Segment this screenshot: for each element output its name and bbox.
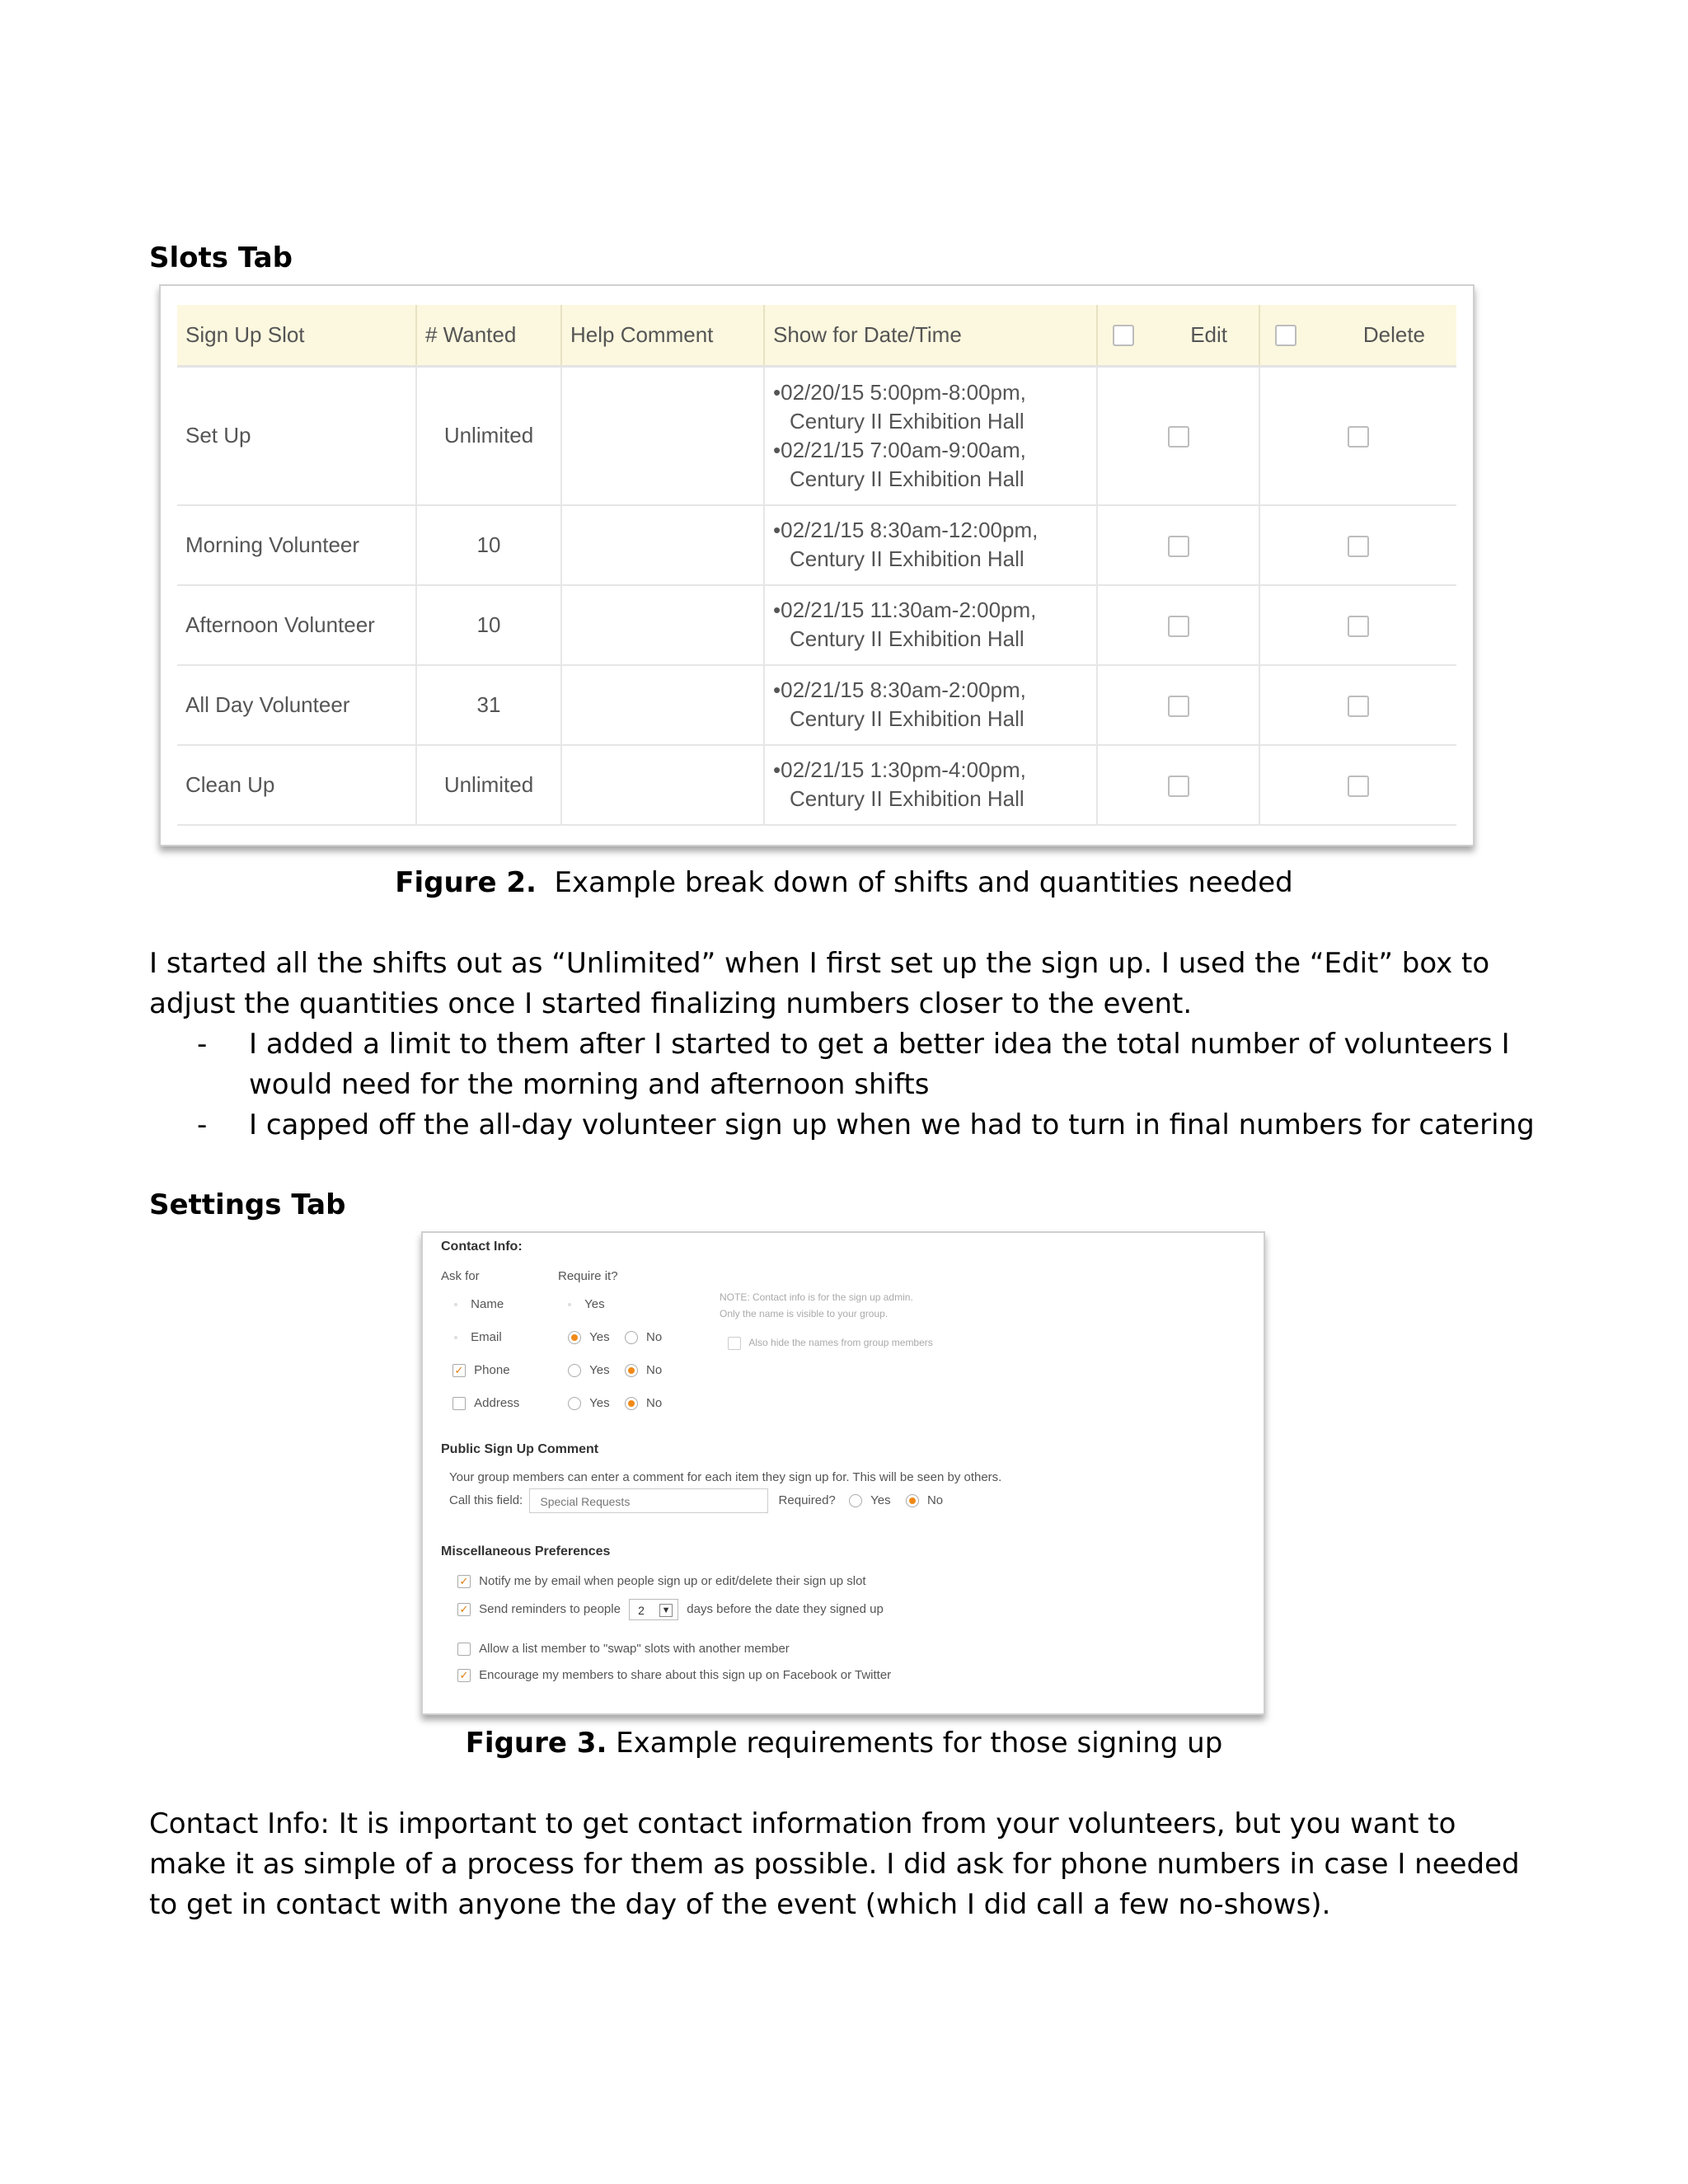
yes-label: Yes [870, 1493, 891, 1507]
remind-checkbox[interactable]: ✓ [457, 1603, 471, 1616]
misc-preferences-title: Miscellaneous Preferences [441, 1544, 611, 1558]
edit-checkbox[interactable] [1168, 616, 1189, 637]
swap-checkbox[interactable] [457, 1643, 471, 1656]
paragraph-unlimited: I started all the shifts out as “Unlimited” when I first set up the sign up. I used the “Edit” box to adjust the quantities once I started finalizing numbers closer to the event. [149, 947, 1490, 1020]
delete-checkbox[interactable] [1348, 696, 1369, 717]
contact-note-line2: Only the name is visible to your group. [720, 1308, 889, 1319]
phone-checkbox[interactable]: ✓ [452, 1364, 466, 1377]
pref-swap-row [457, 1642, 790, 1656]
time-range: 02/21/15 1:30pm-4:00pm, [781, 757, 1026, 782]
list-item [149, 1024, 1550, 1105]
pref-share-row [457, 1668, 891, 1682]
slot-wanted: 31 [416, 665, 561, 745]
slot-wanted: Unlimited [416, 745, 561, 825]
figure-2-caption [0, 866, 1688, 899]
phone-require-yes-radio[interactable] [568, 1364, 581, 1377]
time-range: 02/21/15 11:30am-2:00pm, [781, 598, 1037, 622]
slot-wanted: 10 [416, 505, 561, 585]
ask-email-row [454, 1330, 502, 1344]
require-name-row [568, 1297, 605, 1311]
ask-name-row [454, 1297, 504, 1311]
delete-checkbox[interactable] [1348, 426, 1369, 448]
delete-checkbox[interactable] [1348, 536, 1369, 557]
table-row [177, 585, 1456, 665]
pref-remind-row [457, 1599, 884, 1620]
slot-times [764, 505, 1097, 585]
time-location: Century II Exhibition Hall [790, 786, 1025, 811]
table-row [177, 367, 1456, 505]
header-wanted: # Wanted [416, 305, 561, 367]
comment-required-yes-radio[interactable] [849, 1494, 862, 1507]
slot-name: Morning Volunteer [177, 505, 416, 585]
time-location: Century II Exhibition Hall [790, 626, 1025, 651]
slot-name: Clean Up [177, 745, 416, 825]
require-phone-row [568, 1363, 662, 1377]
name-faint-checkbox [454, 1303, 457, 1306]
call-field-row [449, 1488, 943, 1513]
required-label: Required? [778, 1493, 836, 1507]
time-range: 02/21/15 7:00am-9:00am, [781, 437, 1026, 462]
table-row [177, 665, 1456, 745]
no-label: No [926, 1493, 944, 1507]
time-range: 02/21/15 8:30am-12:00pm, [781, 518, 1039, 542]
notify-label: Notify me by email when people sign up or edit/delete their sign up slot [479, 1574, 866, 1588]
figure-2-text: Example break down of shifts and quantities needed [536, 866, 1293, 899]
slot-times [764, 367, 1097, 505]
figure-3-caption [0, 1727, 1688, 1760]
no-label: No [646, 1396, 663, 1410]
slots-header-row [177, 305, 1456, 367]
time-entry [773, 676, 1088, 733]
bullet-text: I capped off the all-day volunteer sign up when we had to turn in final numbers for catering [249, 1108, 1535, 1141]
edit-header-label: Edit [1190, 322, 1227, 347]
address-require-yes-radio[interactable] [568, 1397, 581, 1410]
name-faint-radio [568, 1303, 571, 1306]
bullet-text: I added a limit to them after I started to get a better idea the total number of volunteers I would need for the morning and afternoon shifts [249, 1028, 1510, 1101]
time-entry [773, 596, 1088, 654]
yes-label: Yes [584, 1297, 605, 1311]
reminder-days-select[interactable] [629, 1599, 678, 1620]
address-require-no-radio[interactable] [625, 1397, 638, 1410]
yes-label: Yes [589, 1330, 610, 1344]
slots-tab-heading: Slots Tab [149, 241, 293, 274]
slot-comment [561, 665, 764, 745]
remind-label-before: Send reminders to people [479, 1601, 621, 1616]
slot-comment [561, 745, 764, 825]
hide-names-label: Also hide the names from group members [748, 1337, 933, 1349]
delete-checkbox[interactable] [1348, 776, 1369, 797]
phone-require-no-radio[interactable] [625, 1364, 638, 1377]
settings-screenshot [421, 1231, 1265, 1715]
comment-required-no-radio[interactable] [906, 1494, 919, 1507]
slot-wanted: 10 [416, 585, 561, 665]
call-field-label: Call this field: [449, 1493, 523, 1507]
hide-names-checkbox[interactable] [728, 1337, 741, 1350]
email-require-no-radio[interactable] [625, 1331, 638, 1344]
bullet-dash: - [197, 1028, 208, 1061]
chevron-down-icon: ▼ [659, 1604, 673, 1617]
ask-address-row [452, 1396, 519, 1410]
time-location: Century II Exhibition Hall [790, 408, 1025, 434]
slot-comment [561, 585, 764, 665]
paragraph-contact-info: Contact Info: It is important to get contact information from your volunteers, but you want to make it as simple of a process for them as possible. I did ask for phone numbers in case I needed to get in contact with anyone the day of the event (which I did call a few no-shows). [149, 1807, 1520, 1921]
field-label-name: Name [471, 1297, 504, 1311]
swap-label: Allow a list member to "swap" slots with another member [479, 1642, 790, 1656]
bullet-list [149, 1024, 1550, 1146]
figure-3-label: Figure 3. [465, 1727, 607, 1760]
edit-checkbox[interactable] [1168, 696, 1189, 717]
header-edit [1097, 305, 1259, 367]
time-entry [773, 516, 1088, 574]
field-label-phone: Phone [474, 1363, 510, 1377]
slot-comment [561, 505, 764, 585]
header-date-time: Show for Date/Time [764, 305, 1097, 367]
no-label: No [646, 1363, 663, 1377]
share-checkbox[interactable]: ✓ [457, 1669, 471, 1682]
time-entry [773, 756, 1088, 813]
figure-3-text: Example requirements for those signing up [607, 1727, 1223, 1760]
slot-wanted: Unlimited [416, 367, 561, 505]
reminder-days-value: 2 [638, 1604, 645, 1617]
no-label: No [646, 1330, 663, 1344]
contact-info-title: Contact Info: [441, 1240, 523, 1254]
pref-notify-row [457, 1574, 866, 1588]
delete-all-checkbox[interactable] [1275, 325, 1296, 346]
bullet-dash: - [197, 1108, 208, 1141]
remind-label-after: days before the date they signed up [687, 1601, 884, 1616]
email-require-yes-radio[interactable] [568, 1331, 581, 1344]
ask-for-label: Ask for [441, 1269, 480, 1283]
hide-names-row [728, 1337, 933, 1350]
time-location: Century II Exhibition Hall [790, 546, 1025, 571]
header-sign-up-slot: Sign Up Slot [177, 305, 416, 367]
header-help-comment: Help Comment [561, 305, 764, 367]
field-label-email: Email [471, 1330, 502, 1344]
table-row [177, 745, 1456, 825]
list-item [149, 1105, 1550, 1146]
edit-all-checkbox[interactable] [1113, 325, 1134, 346]
address-checkbox[interactable] [452, 1397, 466, 1410]
yes-label: Yes [589, 1363, 610, 1377]
edit-checkbox[interactable] [1168, 776, 1189, 797]
slot-times [764, 745, 1097, 825]
time-entry [773, 436, 1088, 494]
slot-name: Afternoon Volunteer [177, 585, 416, 665]
table-row [177, 505, 1456, 585]
notify-checkbox[interactable]: ✓ [457, 1575, 471, 1588]
require-email-row [568, 1330, 662, 1344]
settings-tab-heading: Settings Tab [149, 1188, 346, 1221]
slot-comment [561, 367, 764, 505]
edit-checkbox[interactable] [1168, 426, 1189, 448]
yes-label: Yes [589, 1396, 610, 1410]
slots-table-screenshot [159, 284, 1475, 846]
public-comment-title: Public Sign Up Comment [441, 1442, 599, 1456]
edit-checkbox[interactable] [1168, 536, 1189, 557]
slot-name: Set Up [177, 367, 416, 505]
time-range: 02/20/15 5:00pm-8:00pm, [781, 379, 1026, 405]
field-label-address: Address [474, 1396, 520, 1410]
delete-header-label: Delete [1362, 322, 1425, 347]
ask-phone-row [452, 1363, 510, 1377]
share-label: Encourage my members to share about this sign up on Facebook or Twitter [479, 1668, 892, 1682]
figure-2-label: Figure 2. [395, 866, 537, 899]
delete-checkbox[interactable] [1348, 616, 1369, 637]
time-range: 02/21/15 8:30am-2:00pm, [781, 677, 1026, 702]
public-comment-desc: Your group members can enter a comment for each item they sign up for. This will be seen by others. [449, 1470, 1002, 1484]
slot-times [764, 585, 1097, 665]
contact-note-line1: NOTE: Contact info is for the sign up admin. [720, 1291, 913, 1303]
field-name-input[interactable]: Special Requests [529, 1488, 768, 1513]
time-entry [773, 378, 1088, 436]
require-it-label: Require it? [558, 1269, 618, 1283]
time-location: Century II Exhibition Hall [790, 466, 1025, 491]
time-location: Century II Exhibition Hall [790, 706, 1025, 731]
slots-table [177, 305, 1456, 826]
slot-times [764, 665, 1097, 745]
email-faint-checkbox [454, 1336, 457, 1339]
require-address-row [568, 1396, 662, 1410]
slot-name: All Day Volunteer [177, 665, 416, 745]
header-delete [1259, 305, 1456, 367]
